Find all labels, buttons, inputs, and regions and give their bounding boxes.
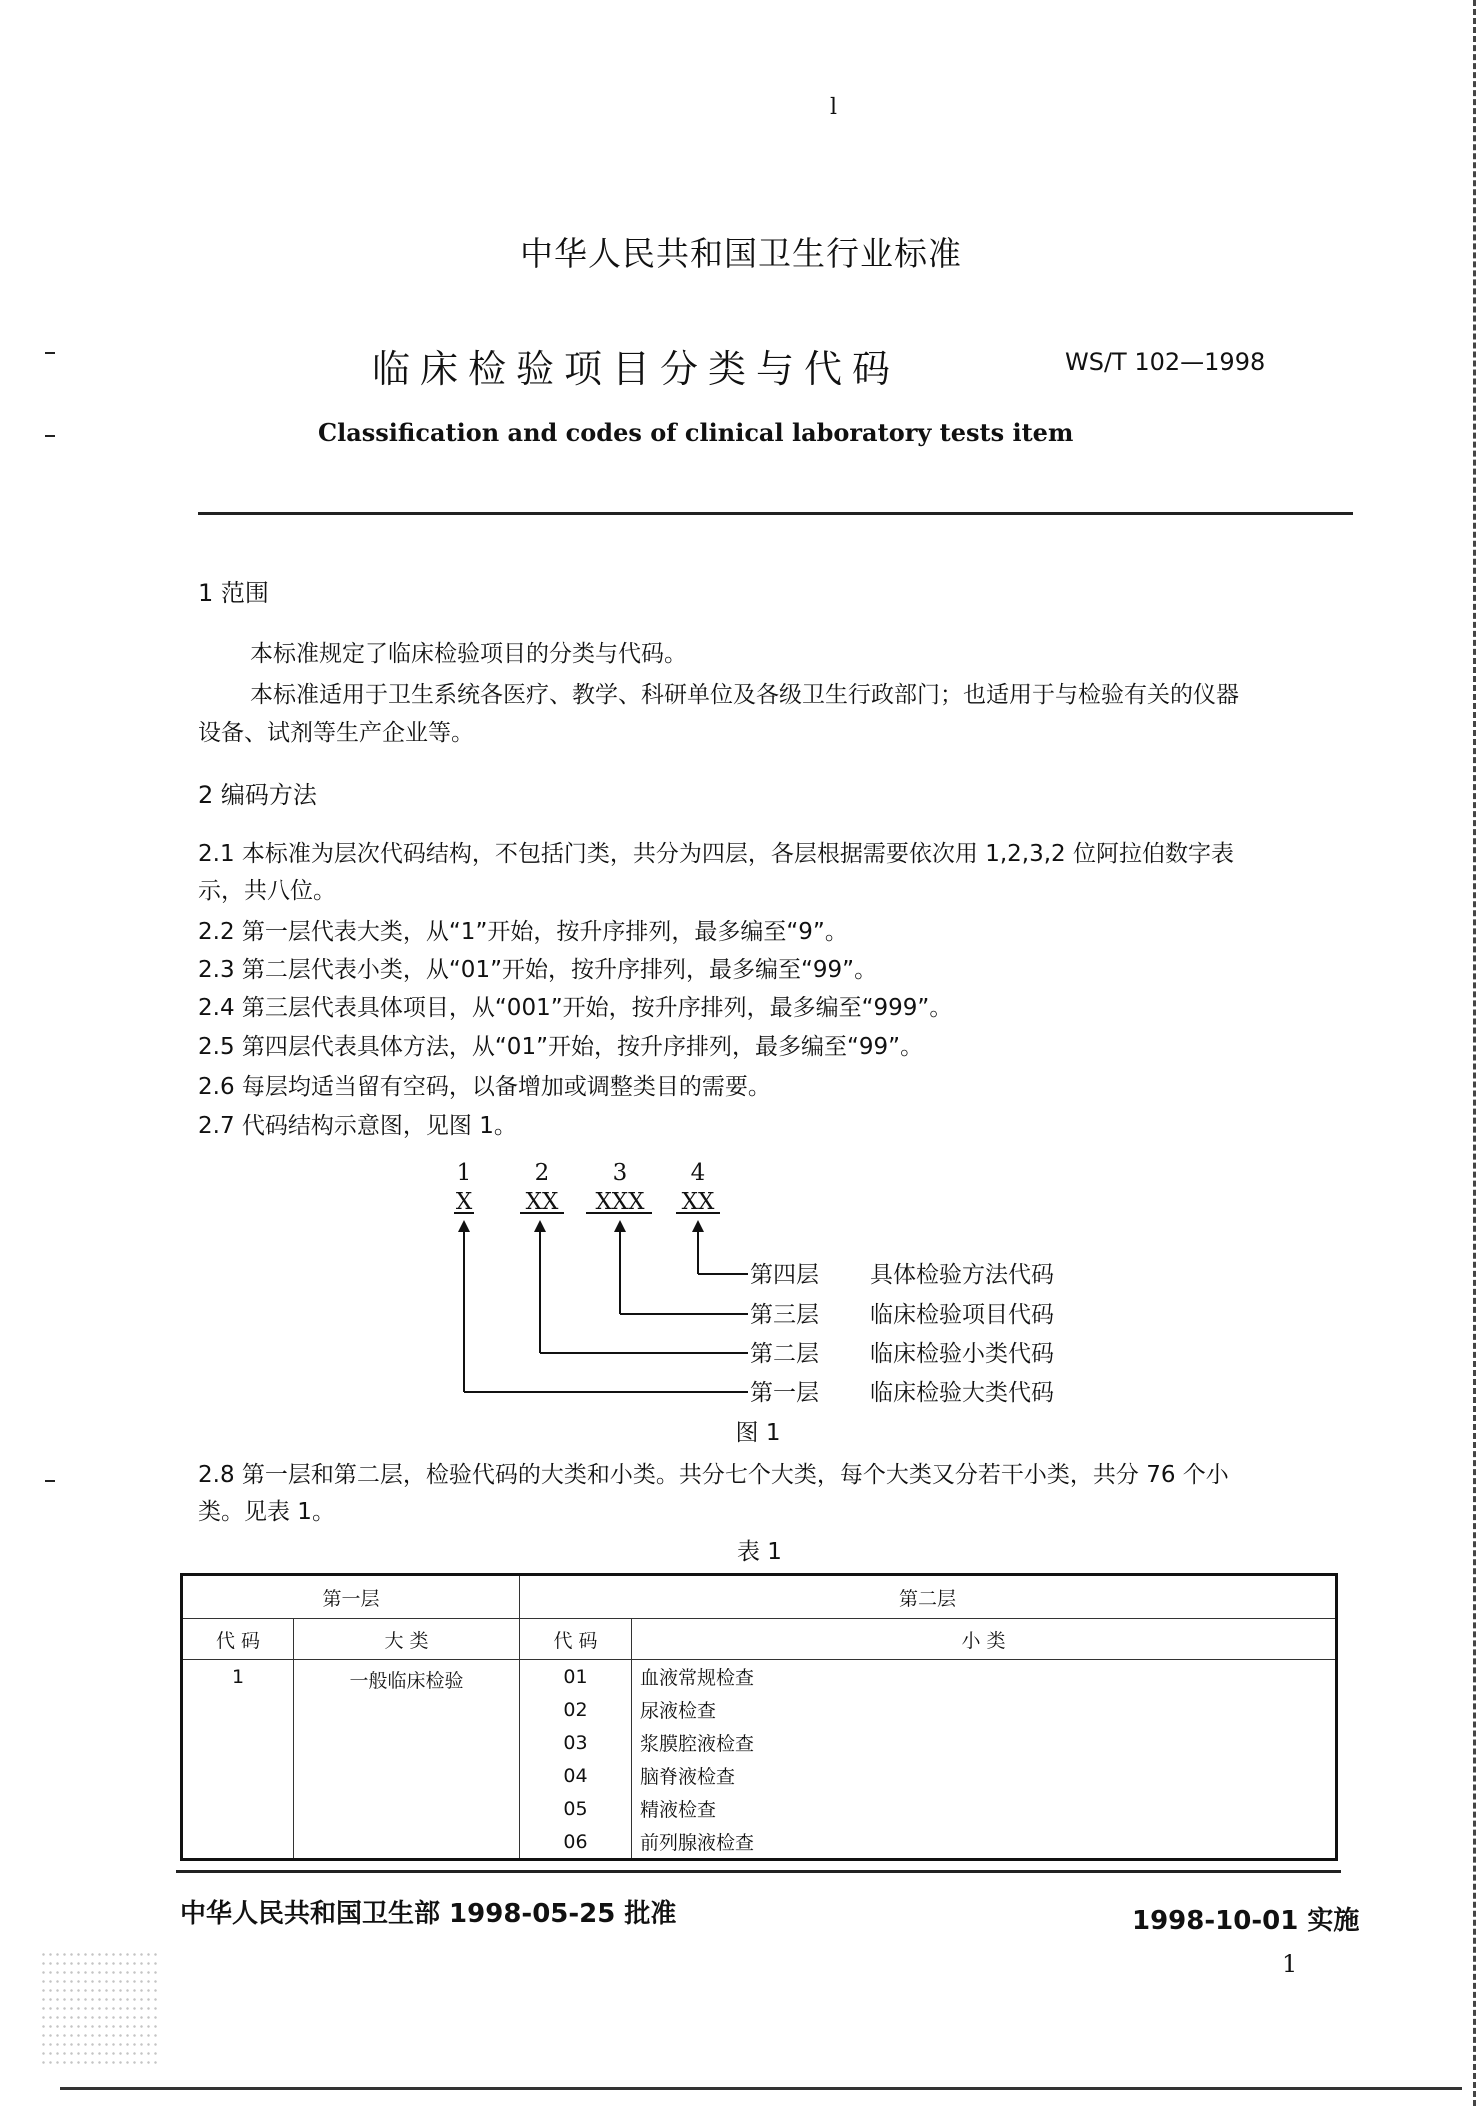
clause-2-3: 2.3 第二层代表小类，从“01”开始，按升序排列，最多编至“99”。 [198, 957, 878, 983]
effective-date: 1998-10-01 实施 [1132, 1906, 1360, 1936]
layer-number: 1 [456, 1160, 472, 1186]
section-1-paragraph-2-line-1: 本标准适用于卫生系统各医疗、教学、科研单位及各级卫生行政部门；也适用于与检验有关的仪器 [250, 682, 1239, 708]
code-structure-diagram [440, 1150, 1100, 1450]
minor-code-cell: 06 [520, 1825, 632, 1860]
layer-1-level: 第一层 [750, 1380, 819, 1406]
section-1-paragraph-1: 本标准规定了临床检验项目的分类与代码。 [250, 641, 687, 667]
minor-code-cell: 05 [520, 1792, 632, 1825]
col-header-code: 代 码 [182, 1619, 294, 1660]
scan-mark [45, 352, 55, 354]
standard-code: WS/T 102—1998 [1065, 348, 1266, 376]
layer-2-level: 第二层 [750, 1341, 819, 1367]
minor-name-cell: 血液常规检查 [632, 1660, 1337, 1694]
minor-code-cell: 04 [520, 1759, 632, 1792]
layer-number: 3 [612, 1160, 628, 1186]
clause-2-8-line-1: 2.8 第一层和第二层，检验代码的大类和小类。共分七个大类，每个大类又分若干小类，共分 76 个小 [198, 1462, 1229, 1488]
footer-rule [176, 1870, 1341, 1873]
clause-2-4: 2.4 第三层代表具体项目，从“001”开始，按升序排列，最多编至“999”。 [198, 995, 953, 1021]
minor-name-cell: 尿液检查 [632, 1693, 1337, 1726]
layer-number: 2 [534, 1160, 550, 1186]
col-header-major-class: 大 类 [294, 1619, 520, 1660]
scan-mark [45, 1480, 55, 1482]
approval-info: 中华人民共和国卫生部 1998-05-25 批准 [180, 1899, 677, 1929]
layer-2-desc: 临床检验小类代码 [870, 1341, 1054, 1367]
clause-2-1-line-2: 示，共八位。 [198, 878, 336, 904]
minor-code-cell: 01 [520, 1660, 632, 1694]
minor-name-cell: 脑脊液检查 [632, 1759, 1337, 1792]
clause-2-6: 2.6 每层均适当留有空码，以备增加或调整类目的需要。 [198, 1074, 771, 1100]
english-title: Classification and codes of clinical laboratory tests item [318, 418, 1074, 447]
layer-1-desc: 临床检验大类代码 [870, 1380, 1054, 1406]
title-rule [198, 512, 1353, 515]
table-group-header-row [182, 1575, 1337, 1619]
group-header-layer-2: 第二层 [520, 1575, 1337, 1619]
doc-title: 临床检验项目分类与代码 [372, 347, 901, 391]
clause-2-8-line-2: 类。见表 1。 [198, 1499, 335, 1525]
minor-code-cell: 02 [520, 1693, 632, 1726]
code-placeholder: XXX [595, 1189, 645, 1215]
header-title: 中华人民共和国卫生行业标准 [520, 234, 962, 273]
minor-name-cell: 浆膜腔液检查 [632, 1726, 1337, 1759]
code-placeholder: XX [525, 1189, 559, 1215]
group-header-layer-1: 第一层 [182, 1575, 520, 1619]
code-placeholder: XX [681, 1189, 715, 1215]
layer-3-level: 第三层 [750, 1302, 819, 1328]
minor-name-cell: 前列腺液检查 [632, 1825, 1337, 1860]
arrow-up-icon [614, 1220, 626, 1232]
table-caption: 表 1 [737, 1539, 782, 1565]
code-placeholder: X [455, 1189, 473, 1215]
layer-number: 4 [690, 1160, 706, 1186]
major-name-cell: 一般临床检验 [294, 1660, 520, 1860]
figure-caption: 图 1 [735, 1420, 781, 1446]
scan-mark [45, 435, 55, 437]
section-1-paragraph-2-line-2: 设备、试剂等生产企业等。 [198, 720, 474, 746]
section-2-heading: 2 编码方法 [198, 781, 317, 809]
col-header-code: 代 码 [520, 1619, 632, 1660]
minor-name-cell: 精液检查 [632, 1792, 1337, 1825]
layer-3-desc: 临床检验项目代码 [870, 1302, 1054, 1328]
top-mark: l [830, 95, 838, 120]
table-row [182, 1660, 1337, 1694]
clause-2-2: 2.2 第一层代表大类，从“1”开始，按升序排列，最多编至“9”。 [198, 919, 848, 945]
arrow-up-icon [534, 1220, 546, 1232]
section-1-heading: 1 范围 [198, 579, 269, 607]
arrow-up-icon [692, 1220, 704, 1232]
minor-code-cell: 03 [520, 1726, 632, 1759]
page-number: 1 [1282, 1950, 1298, 1978]
scan-noise [40, 1950, 160, 2070]
layer-4-level: 第四层 [750, 1262, 819, 1288]
clause-2-7: 2.7 代码结构示意图，见图 1。 [198, 1113, 517, 1139]
page-edge-right [1473, 0, 1476, 2106]
table-column-header-row [182, 1619, 1337, 1660]
major-code-cell: 1 [182, 1660, 294, 1860]
clause-2-1-line-1: 2.1 本标准为层次代码结构，不包括门类，共分为四层，各层根据需要依次用 1,2,3,2 位阿拉伯数字表 [198, 841, 1234, 867]
clause-2-5: 2.5 第四层代表具体方法，从“01”开始，按升序排列，最多编至“99”。 [198, 1034, 924, 1060]
page-edge-bottom [60, 2087, 1462, 2090]
classification-table [180, 1573, 1338, 1861]
col-header-minor-class: 小 类 [632, 1619, 1337, 1660]
layer-4-desc: 具体检验方法代码 [870, 1262, 1054, 1288]
arrow-up-icon [458, 1220, 470, 1232]
